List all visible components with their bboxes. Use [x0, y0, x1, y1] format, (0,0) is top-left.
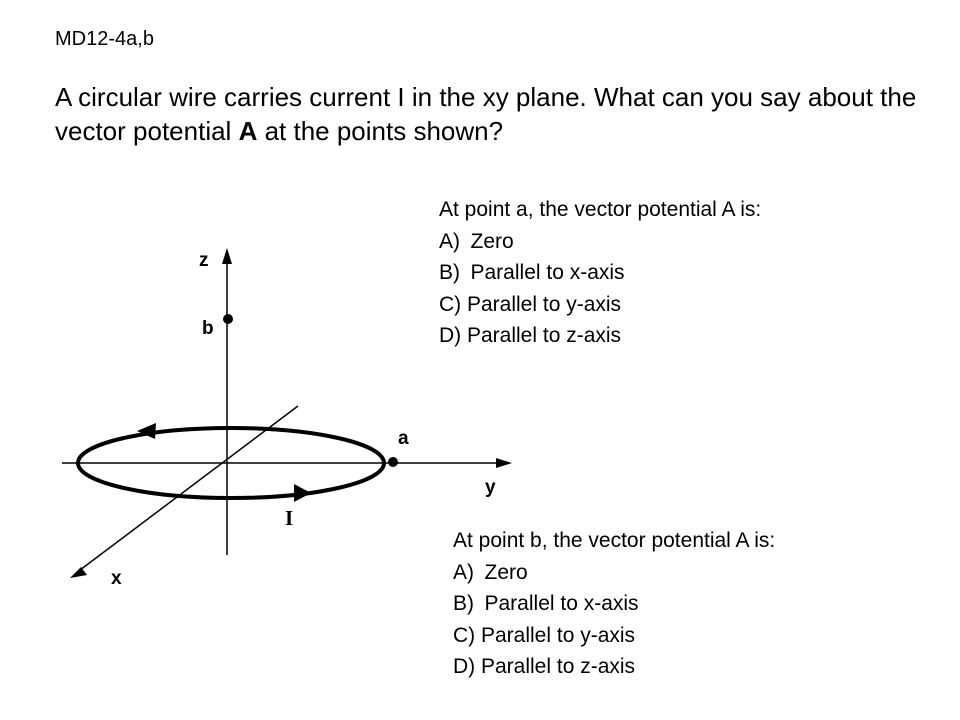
- question-a-option-c: C) Parallel to y-axis: [439, 292, 622, 316]
- question-b-option-d: D) Parallel to z-axis: [453, 655, 636, 678]
- point-b-label: b: [202, 318, 214, 339]
- question-a-option-a: A) Zero: [439, 229, 514, 253]
- question-b-option-c: C) Parallel to y-axis: [453, 623, 636, 647]
- question-b-prompt: At point b, the vector potential A is:: [453, 529, 776, 552]
- question-a-option-b: B) Parallel to x-axis: [439, 261, 625, 284]
- question-text-after: at the points shown?: [257, 116, 504, 146]
- point-b-dot: [223, 314, 233, 324]
- question-b-option-a: A) Zero: [453, 560, 528, 584]
- question-text-before: A circular wire carries current I in the xy plane. What can you say about the vector potential: [55, 82, 917, 146]
- point-a-label: a: [398, 428, 409, 449]
- point-a-dot: [388, 457, 398, 467]
- slide-id: MD12-4a,b: [55, 28, 154, 50]
- question-a-prompt: At point a, the vector potential A is:: [439, 198, 762, 221]
- z-axis-label: z: [199, 250, 209, 271]
- x-axis-arrowhead: [70, 567, 87, 578]
- question-b-option-b: B) Parallel to x-axis: [453, 592, 639, 615]
- z-axis-arrowhead: [222, 248, 232, 264]
- y-axis-label: y: [485, 477, 496, 498]
- question-bold-vector: A: [238, 116, 258, 146]
- current-label: I: [285, 506, 294, 530]
- loop-arrow-front: [294, 484, 311, 502]
- x-axis-label: x: [111, 568, 122, 589]
- question-a-option-d: D) Parallel to z-axis: [439, 324, 622, 347]
- y-axis-arrowhead: [496, 458, 512, 468]
